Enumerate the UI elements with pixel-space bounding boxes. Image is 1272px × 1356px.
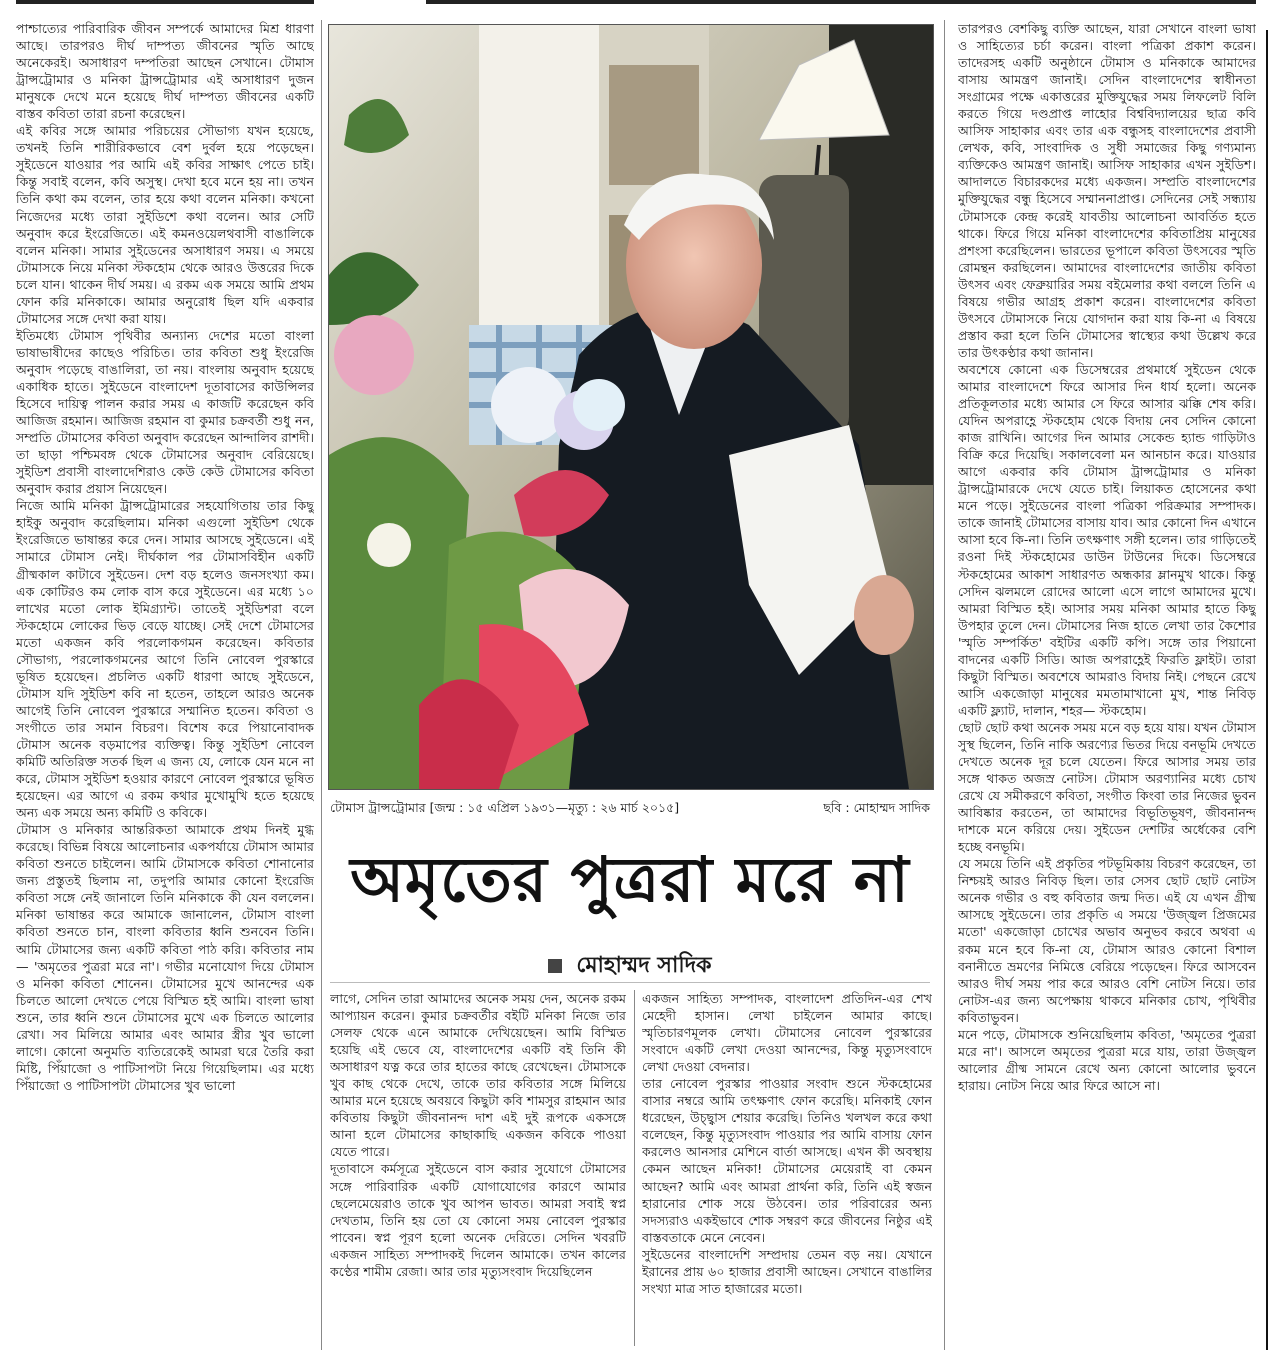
paragraph: তারপরও বেশকিছু ব্যক্তি আছেন, যারা সেখানে বাংলা ভাষা ও সাহিত্যের চর্চা করেন। বাংলা পত্রিকা প্রকাশ করেন। তাদেরসহ একটি অনুষ্ঠানে টোমাস ও মনিকাকে আমাদের বাসায় আমন্ত্রণ জানাই। সেদিন বাংলাদেশের স্বাধীনতা সংগ্রামের পক্ষে একাত্তরের মুক্তিযুদ্ধের সময় লিফলেট বিলি করতে গিয়ে দণ্ডপ্রাপ্ত লাহোর বিশ্ববিদ্যালয়ের ছাত্র কবি আসিফ সাহাকার এবং তার এক বন্ধুসহ বাংলাদেশের প্রবাসী লেখক, কবি, সাংবাদিক ও সুধী সমাজের কিছু গণ্যমান্য ব্যক্তিকেও আমন্ত্রণ জানাই। আসিফ সাহাকার এখন সুইডিশ। আদালতে বিচারকদের মধ্যে একজন। সম্প্রতি বাংলাদেশের মুক্তিযুদ্ধের বন্ধু হিসেবে সম্মাননাপ্রাপ্ত। সেদিনের সেই সন্ধ্যায় টোমাসকে কেন্দ্র করেই যাবতীয় আলোচনা আবর্তিত হতে থাকে। ফিরে গিয়ে মনিকা বাংলাদেশের কবিতাপ্রিয় মানুষের প্রশংসা করেছিলেন। ভারতের ভূপালে কবিতা উৎসবের স্মৃতি রোমন্থন করছিলেন। আমাদের বাংলাদেশের জাতীয় কবিতা উৎসব এবং ফেব্রুয়ারির সময় বইমেলার কথা বললে তিনি এ বিষয়ে গভীর আগ্রহ প্রকাশ করেন। বাংলাদেশের কবিতা উৎসবে টোমাসকে নিয়ে যোগদান করা যায় কি-না এ বিষয়ে প্রস্তাব করা হলে তিনি টোমাসের স্বাস্থ্যের কথা উল্লেখ করে তার উৎকণ্ঠার কথা জানান। (958, 21, 1256, 360)
top-rule-right (426, 0, 1256, 4)
caption-text: টোমাস ট্রান্সট্রোমার [জন্ম : ১৫ এপ্রিল ১৯৩১—মৃত্যু : ২৬ মার্চ ২০১৫] (330, 800, 680, 815)
paragraph: এই কবির সঙ্গে আমার পরিচয়ের সৌভাগ্য যখন হয়েছে, তখনই তিনি শারীরিকভাবে বেশ দুর্বল হয়ে পড়েছেন। সুইডেনে যাওয়ার পর আমি এই কবির সাক্ষাৎ পেতে চাই। কিন্তু সবাই বলেন, কবি অসুস্থ। দেখা হবে মনে হয় না। তখন তিনি কথা কম বলেন, তার হয়ে কথা বলেন মনিকা। কখনো নিজেদের মধ্যে তারা সুইডিশে কথা বলেন। আর সেটি অনুবাদ করে ইংরেজিতে। এই কমনওয়েলথবাসী বাঙালিকে বলেন মনিকা। সামার সুইডেনের অসাধারণ সময়। এ সময়ে টোমাসকে নিয়ে মনিকা স্টকহোম থেকে আরও উত্তরের দিকে চলে যান। থাকেন দীর্ঘ সময়। এ রকম এক সময়ে আমি প্রথম ফোন করি মনিকাকে। আমার অনুরোধ ছিল যদি একবার টোমাসের সঙ্গে দেখা করা যায়। (16, 123, 314, 326)
paragraph: মনে পড়ে, টোমাসকে শুনিয়েছিলাম কবিতা, 'অমৃতের পুত্ররা মরে না'। আসলে অমৃতের পুত্ররা মরে যায়, তারা উজ্জ্বল আলোর গ্রীষ্ম সামনে রেখে অন্য কোনো আলোর ভুবনে হারায়। নোটস নিয়ে আর ফিরে আসে না। (958, 1026, 1256, 1093)
article-column-2 (330, 990, 626, 1346)
paragraph: যে সময়ে তিনি এই প্রকৃতির পটভূমিকায় বিচরণ করেছেন, তা নিশ্চয়ই আরও নিবিড় ছিল। তার সেসব ছোট ছোট নোটস অনেক গভীর ও বহু কবিতার জন্ম দিত। এই যে এখন গ্রীষ্ম আসছে সুইডেনে। তার প্রকৃতি এ সময়ে 'উজ্জ্বল প্রিজমের মতো' একজোড়া চোখের অভাব অনুভব করবে অথবা এ রকম মনে হবে কি-না যে, টোমাস আরও কোনো বিশাল বনানীতে ভ্রমণের নিমিত্তে বেরিয়ে পড়েছেন। ফিরে আসবেন আরও দীর্ঘ সময় পার করে আরও বেশি নোটস নিয়ে। তার নোটস-এর জন্য অপেক্ষায় থাকবে মনিকার চোখ, পৃথিবীর কবিতাভুবন। (958, 856, 1256, 1025)
photo-caption (330, 800, 930, 820)
top-rule-left (16, 0, 314, 4)
article-headline: অমৃতের পুত্ররা মরে না (350, 843, 910, 916)
paragraph: দূতাবাসে কর্মসূত্রে সুইডেনে বাস করার সুযোগে টোমাসের সঙ্গে পারিবারিক একটি যোগাযোগের কারণে আমার ছেলেমেয়েরাও তাকে খুব আপন ভাবত। আমরা সবাই স্বপ্ন দেখতাম, তিনি হয় তো যে কোনো সময় নোবেল পুরস্কার পাবেন। স্বপ্ন পূরণ হলো অনেক দেরিতে। সেদিন খবরটি একজন সাহিত্য সম্পাদকই দিলেন আমাকে। তখন কালের কণ্ঠের শামীম রেজা। আর তার মৃত্যুসংবাদ দিয়েছিলেন (330, 1161, 626, 1279)
paragraph: অবশেষে কোনো এক ডিসেম্বরের প্রথমার্ধে সুইডেন থেকে আমার বাংলাদেশে ফিরে আসার দিন ধার্য হলো। অনেক প্রতিকূলতার মধ্যে আমার সে ফিরে আসার ঝক্কি শেষ করি। যেদিন অপরাহ্ণে স্টকহোম থেকে বিদায় নেব সেদিন কোনো কাজ রাখিনি। আগের দিন আমার সেকেন্ড হ্যান্ড গাড়িটাও বিক্রি করে দিয়েছি। সকালবেলা মন আনচান করে। যাওয়ার আগে একবার কবি টোমাস ট্রান্সট্রোমার ও মনিকা ট্রান্সট্রোমারকে দেখে যেতে চাই। লিয়াকত হোসেনের কথা মনে পড়ে। সুইডেনের বাংলা পত্রিকা পরিক্রমার সম্পাদক। তাকে জানাই টোমাসের বাসায় যাব। আর কোনো দিন এখানে আসা হবে কি-না। তিনি তৎক্ষণাৎ সঙ্গী হলেন। তার গাড়িতেই রওনা দিই স্টকহোমের ডাউন টাউনের দিকে। ডিসেম্বরে স্টকহোমের আকাশ সাধারণত অন্ধকার ম্লানমুখ থাকে। কিন্তু সেদিন ঝলমলে রোদের আলো এসে লাগে আমাদের মুখে। আমরা বিস্মিত হই। আসার সময় মনিকা আমার হাতে কিছু উপহার তুলে দেন। টোমাসের নিজ হাতে লেখা তার কৈশোর 'স্মৃতি সম্পর্কিত' বইটির একটি কপি। সঙ্গে তার পিয়ানো বাদনের একটি সিডি। আজ অপরাহ্ণেই ফিরতি ফ্লাইট। তারা কিছুটা বিস্মিত। অবশেষে আমরাও বিদায় নিই। পেছনে রেখে আসি একজোড়া মানুষের মমতামাখানো মুখ, শান্ত নিবিড় একটি ফ্ল্যাট, দালান, শহর— স্টকহোম। (958, 361, 1256, 718)
article-column-4 (958, 20, 1256, 1350)
portrait-photo (328, 24, 934, 790)
column-divider (944, 20, 945, 1350)
author-name: মোহাম্মদ সাদিক (576, 953, 712, 978)
paragraph: লাগে, সেদিন তারা আমাদের অনেক সময় দেন, অনেক রকম আপ্যায়ন করেন। কুমার চক্রবর্তীর বইটি মনিকা নিজে তার সেলফ থেকে এনে আমাকে দেখিয়েছেন। আমি বিস্মিত হয়েছি এই ভেবে যে, বাংলাদেশের একটি বই তিনি কী অসাধারণ যত্ন করে তার হাতের কাছে রেখেছেন। টোমাসকে খুব কাছ থেকে দেখে, তাকে তার কবিতার সঙ্গে মিলিয়ে আমার মনে হয়েছে অবয়বে কিছুটা কবি শামসুর রাহমান আর কবিতায় কিছুটা জীবনানন্দ দাশ এই দুই রূপকে একসঙ্গে আনা হলে টোমাসের কাছাকাছি একজন কবিকে পাওয়া যেতে পারে। (330, 991, 626, 1160)
photo-credit: ছবি : মোহাম্মদ সাদিক (823, 800, 930, 815)
byline-square-icon (548, 959, 562, 973)
article-column-1 (16, 20, 314, 1350)
page-edge-rule (1266, 30, 1268, 1350)
paragraph: একজন সাহিত্য সম্পাদক, বাংলাদেশ প্রতিদিন-এর শেখ মেহেদী হাসান। লেখা চাইলেন আমার কাছে। স্মৃতিচারণমূলক লেখা। টোমাসের নোবেল পুরস্কারের সংবাদে একটি লেখা দেওয়া আনন্দের, কিন্তু মৃত্যুসংবাদে লেখা দেওয়া বেদনার। (642, 991, 932, 1075)
column-divider (321, 20, 322, 1350)
column-divider (634, 990, 635, 1346)
paragraph: পাশ্চাত্যের পারিবারিক জীবন সম্পর্কে আমাদের মিশ্র ধারণা আছে। তারপরও দীর্ঘ দাম্পত্য জীবনের স্মৃতি আছে অনেকেরই। অসাধারণ দম্পতিরা আছেন সেখানে। টোমাস ট্রান্সট্রোমার ও মনিকা ট্রান্সট্রোমার এই অসাধারণ দুজন মানুষকে দেখে মনে হয়েছে দীর্ঘ দাম্পত্য জীবনের একটি বাস্তব কবিতা তারা রচনা করেছেন। (16, 21, 314, 122)
paragraph: নিজে আমি মনিকা ট্রান্সট্রোমারের সহযোগিতায় তার কিছু হাইকু অনুবাদ করেছিলাম। মনিকা এগুলো সুইডিশ থেকে ইংরেজিতে ভাষান্তর করে দেন। সামার আসছে সুইডেনে। এই সামারে টোমাস নেই। দীর্ঘকাল পর টোমাসবিহীন একটি গ্রীষ্মকাল কাটাবে সুইডেন। দেশ বড় হলেও জনসংখ্যা কম। এক কোটিরও কম লোক বাস করে সুইডেনে। এর মধ্যে ১০ লাখের মতো লোক ইমিগ্র্যান্ট। তাতেই সুইডিশরা বলে স্টকহোমে লোকের ভিড় বেড়ে যাচ্ছে। সেই দেশে টোমাসের মতো একজন কবি পরলোকগমন করেছেন। কবিতার সৌভাগ্য, পরলোকগমনের আগে তিনি নোবেল পুরস্কারে ভূষিত হয়েছেন। প্রচলিত একটি ধারণা আছে সুইডেনে, টোমাস যদি সুইডিশ কবি না হতেন, তাহলে আরও অনেক আগেই তিনি নোবেল পুরস্কারে সম্মানিত হতেন। কবিতা ও সংগীতে তার সমান বিচরণ। বিশেষ করে পিয়ানোবাদক টোমাস অনেক বড়মাপের ব্যক্তিত্ব। কিন্তু সুইডিশ নোবেল কমিটি অতিরিক্ত সতর্ক ছিল এ জন্য যে, লোকে যেন মনে না করে, টোমাস সুইডিশ হওয়ার কারণে নোবেল পুরস্কারে ভূষিত হয়েছেন। এর আগে এ রকম কথার মুখোমুখি হতে হয়েছে অন্য এক সময়ে অন্য কমিটি ও কবিকে। (16, 498, 314, 821)
byline-divider (330, 982, 930, 983)
paragraph: ইতিমধ্যে টোমাস পৃথিবীর অন্যান্য দেশের মতো বাংলা ভাষাভাষীদের কাছেও পরিচিত। তার কবিতা শুধু ইংরেজি অনুবাদ পড়েছে বাঙালিরা, তা নয়। বাংলায় অনুবাদ হয়েছে একাধিক হাতে। সুইডেনে বাংলাদেশ দূতাবাসের কাউন্সিলর হিসেবে দায়িত্ব পালন করার সময় এ কাজটি করেছেন কবি আজিজ রহমান। আজিজ রহমান বা কুমার চক্রবর্তী শুধু নন, সম্প্রতি টোমাসের কবিতা অনুবাদ করেছেন আন্দালিব রাশদী। তা ছাড়া পশ্চিমবঙ্গ থেকে টোমাসের অনুবাদ বেরিয়েছে। সুইডিশ প্রবাসী বাংলাদেশিরাও কেউ কেউ টোমাসের কবিতা অনুবাদ করার প্রয়াস নিয়েছেন। (16, 327, 314, 497)
paragraph: টোমাস ও মনিকার আন্তরিকতা আমাকে প্রথম দিনই মুগ্ধ করেছে। বিভিন্ন বিষয়ে আলোচনার একপর্যায়ে টোমাস আমার কবিতা শুনতে চাইলেন। আমি টোমাসকে কবিতা শোনানোর জন্য প্রস্তুতই ছিলাম না, তদুপরি আমার কোনো ইংরেজি কবিতা সঙ্গে নেই জানালে তিনি মনিকাকে কী যেন বললেন। মনিকা ভাষান্তর করে আমাকে জানালেন, টোমাস বাংলা কবিতা শুনতে চান, বাংলা কবিতার ধ্বনি শুনবেন তিনি। আমি টোমাসের জন্য একটি কবিতা পাঠ করি। কবিতার নাম— 'অমৃতের পুত্ররা মরে না'। গভীর মনোযোগ দিয়ে টোমাস ও মনিকা কবিতা শোনেন। টোমাসের মুখে আনন্দের এক চিলতে আলো দেখতে পেয়ে বিস্মিত হই আমি। বাংলা ভাষা শুনে, তার ধ্বনি শুনে টোমাসের মুখে এক চিলতে আলোর রেখা। সব মিলিয়ে আমার এবং আমার স্ত্রীর খুব ভালো লাগে। কোনো অনুমতি ব্যতিরেকেই আমরা ঘরে তৈরি করা মিষ্টি, পিঁয়াজো ও পাটিসাপটা নিয়ে গিয়েছিলাম। এর মধ্যে পিঁয়াজো ও পাটিসাপটা টোমাসের খুব ভালো (16, 822, 314, 1093)
paragraph: তার নোবেল পুরস্কার পাওয়ার সংবাদ শুনে স্টকহোমের বাসার নম্বরে আমি তৎক্ষণাৎ ফোন করেছি। মনিকাই ফোন ধরেছেন, উচ্ছ্বাস শেয়ার করেছি। তিনিও খলখল করে কথা বলেছেন, কিন্তু মৃত্যুসংবাদ পাওয়ার পর আমি বাসায় ফোন করলেও আনসার মেশিনে বার্তা আসছে। এখন কী অবস্থায় কেমন আছেন মনিকা! টোমাসের মেয়েরাই বা কেমন আছেন? আমি এবং আমরা প্রার্থনা করি, তিনি এই স্বজন হারানোর শোক সয়ে উঠবেন। তার পরিবারের অন্য সদস্যরাও একইভাবে শোক সম্বরণ করে জীবনের নিষ্ঠুর এই বাস্তবতাকে মেনে নেবেন। (642, 1076, 932, 1245)
paragraph: সুইডেনের বাংলাদেশি সম্প্রদায় তেমন বড় নয়। যেখানে ইরানের প্রায় ৬০ হাজার প্রবাসী আছেন। সেখানে বাঙালির সংখ্যা মাত্র সাত হাজারের মতো। (642, 1246, 932, 1296)
article-column-3 (642, 990, 932, 1346)
byline (330, 948, 930, 985)
paragraph: ছোট ছোট কথা অনেক সময় মনে বড় হয়ে যায়। যখন টোমাস সুস্থ ছিলেন, তিনি নাকি অরণ্যের ভিতর দিয়ে বনভূমি দেখতে দেখতে অনেক দূর চলে যেতেন। ফিরে আসার সময় তার সঙ্গে থাকত অজস্র নোটস। টোমাস অরণ্যানির মধ্যে চোখ রেখে যে সমীকরণে কবিতা, সংগীত কিংবা তার নিজের ভুবন আবিষ্কার করতেন, তা আমাদের বিভূতিভূষণ, জীবনানন্দ দাশকে মনে করিয়ে দেয়। সুইডেন দেশটির অর্ধেকের বেশি হচ্ছে বনভূমি। (958, 719, 1256, 855)
